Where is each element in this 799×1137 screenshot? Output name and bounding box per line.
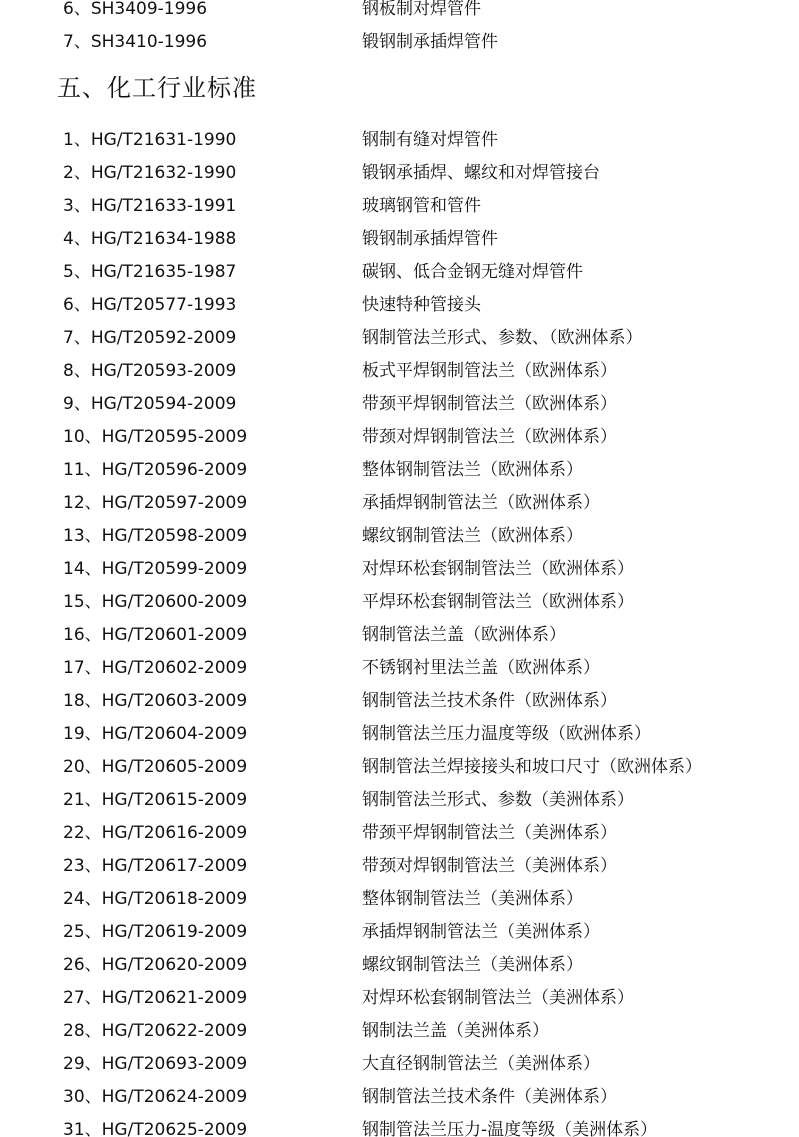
standard-code: 28、HG/T20622-2009: [63, 1021, 248, 1041]
standard-description: 带颈对焊钢制管法兰（欧洲体系）: [362, 427, 617, 447]
list-item: [0, 454, 799, 487]
standard-description: 钢制管法兰压力-温度等级（美洲体系）: [362, 1120, 658, 1137]
standard-description: 带颈平焊钢制管法兰（美洲体系）: [362, 823, 617, 843]
standard-description: 螺纹钢制管法兰（欧洲体系）: [362, 526, 583, 546]
standard-code: 23、HG/T20617-2009: [63, 856, 248, 876]
standard-description: 带颈对焊钢制管法兰（美洲体系）: [362, 856, 617, 876]
standard-description: 螺纹钢制管法兰（美洲体系）: [362, 955, 583, 975]
standard-code: 9、HG/T20594-2009: [63, 394, 237, 414]
list-item: [0, 586, 799, 619]
list-item: [0, 619, 799, 652]
standard-code: 16、HG/T20601-2009: [63, 625, 248, 645]
standard-description: 快速特种管接头: [362, 295, 481, 315]
list-item: [0, 1048, 799, 1081]
standard-code: 14、HG/T20599-2009: [63, 559, 248, 579]
standard-code: 6、HG/T20577-1993: [63, 295, 237, 315]
list-item: [0, 553, 799, 586]
list-item: [0, 487, 799, 520]
list-item: [0, 157, 799, 190]
list-item: [0, 1114, 799, 1137]
list-item: [0, 685, 799, 718]
list-item: [0, 1081, 799, 1114]
list-item: [0, 652, 799, 685]
standard-description: 板式平焊钢制管法兰（欧洲体系）: [362, 361, 617, 381]
standard-code: 1、HG/T21631-1990: [63, 130, 237, 150]
standard-description: 钢制管法兰盖（欧洲体系）: [362, 625, 566, 645]
standard-code: 17、HG/T20602-2009: [63, 658, 248, 678]
standard-description: 承插焊钢制管法兰（欧洲体系）: [362, 493, 600, 513]
list-item: [0, 520, 799, 553]
standard-description: 钢制管法兰技术条件（美洲体系）: [362, 1087, 617, 1107]
standard-description: 锻钢承插焊、螺纹和对焊管接台: [362, 163, 600, 183]
list-item: [0, 982, 799, 1015]
section-heading: 五、化工行业标准: [57, 74, 257, 102]
standard-description: 钢制管法兰形式、参数（美洲体系）: [362, 790, 634, 810]
list-item: [0, 784, 799, 817]
standard-code: 2、HG/T21632-1990: [63, 163, 237, 183]
standard-code: 27、HG/T20621-2009: [63, 988, 248, 1008]
standard-code: 10、HG/T20595-2009: [63, 427, 248, 447]
standard-code: 5、HG/T21635-1987: [63, 262, 237, 282]
standard-code: 12、HG/T20597-2009: [63, 493, 248, 513]
standard-description: 钢制法兰盖（美洲体系）: [362, 1021, 549, 1041]
list-item: [0, 850, 799, 883]
standard-code: 7、HG/T20592-2009: [63, 328, 237, 348]
standard-code: 4、HG/T21634-1988: [63, 229, 237, 249]
standard-code: 7、SH3410-1996: [63, 32, 208, 52]
list-item: [0, 0, 799, 26]
standard-description: 钢制管法兰焊接接头和坡口尺寸（欧洲体系）: [362, 757, 702, 777]
standard-code: 31、HG/T20625-2009: [63, 1120, 248, 1137]
standard-code: 20、HG/T20605-2009: [63, 757, 248, 777]
list-item: [0, 421, 799, 454]
list-item: [0, 223, 799, 256]
standard-description: 玻璃钢管和管件: [362, 196, 481, 216]
list-item: [0, 26, 799, 59]
standard-code: 8、HG/T20593-2009: [63, 361, 237, 381]
list-item: [0, 256, 799, 289]
list-item: [0, 1015, 799, 1048]
standard-code: 3、HG/T21633-1991: [63, 196, 237, 216]
standard-code: 13、HG/T20598-2009: [63, 526, 248, 546]
standard-description: 钢制管法兰压力温度等级（欧洲体系）: [362, 724, 651, 744]
list-item: [0, 751, 799, 784]
standard-description: 钢制有缝对焊管件: [362, 130, 498, 150]
standard-description: 锻钢制承插焊管件: [362, 229, 498, 249]
list-item: [0, 322, 799, 355]
standard-description: 平焊环松套钢制管法兰（欧洲体系）: [362, 592, 634, 612]
standard-description: 大直径钢制管法兰（美洲体系）: [362, 1054, 600, 1074]
standard-description: 对焊环松套钢制管法兰（欧洲体系）: [362, 559, 634, 579]
list-item: [0, 883, 799, 916]
list-item: [0, 949, 799, 982]
standard-description: 对焊环松套钢制管法兰（美洲体系）: [362, 988, 634, 1008]
standard-code: 25、HG/T20619-2009: [63, 922, 248, 942]
standard-code: 26、HG/T20620-2009: [63, 955, 248, 975]
standard-description: 钢板制对焊管件: [362, 0, 481, 19]
standard-code: 6、SH3409-1996: [63, 0, 208, 19]
standard-description: 整体钢制管法兰（欧洲体系）: [362, 460, 583, 480]
standard-description: 承插焊钢制管法兰（美洲体系）: [362, 922, 600, 942]
standard-description: 锻钢制承插焊管件: [362, 32, 498, 52]
standard-code: 19、HG/T20604-2009: [63, 724, 248, 744]
standard-code: 30、HG/T20624-2009: [63, 1087, 248, 1107]
standard-description: 碳钢、低合金钢无缝对焊管件: [362, 262, 583, 282]
list-item: [0, 916, 799, 949]
standard-description: 钢制管法兰技术条件（欧洲体系）: [362, 691, 617, 711]
list-item: [0, 718, 799, 751]
standard-description: 不锈钢衬里法兰盖（欧洲体系）: [362, 658, 600, 678]
standard-description: 整体钢制管法兰（美洲体系）: [362, 889, 583, 909]
list-item: [0, 289, 799, 322]
standard-description: 钢制管法兰形式、参数、（欧洲体系）: [362, 328, 643, 348]
standard-code: 29、HG/T20693-2009: [63, 1054, 248, 1074]
list-item: [0, 817, 799, 850]
list-item: [0, 388, 799, 421]
standard-code: 22、HG/T20616-2009: [63, 823, 248, 843]
standard-code: 21、HG/T20615-2009: [63, 790, 248, 810]
standard-code: 24、HG/T20618-2009: [63, 889, 248, 909]
list-item: [0, 124, 799, 157]
list-item: [0, 355, 799, 388]
standard-description: 带颈平焊钢制管法兰（欧洲体系）: [362, 394, 617, 414]
standard-code: 15、HG/T20600-2009: [63, 592, 248, 612]
standard-code: 18、HG/T20603-2009: [63, 691, 248, 711]
list-item: [0, 190, 799, 223]
standard-code: 11、HG/T20596-2009: [63, 460, 248, 480]
